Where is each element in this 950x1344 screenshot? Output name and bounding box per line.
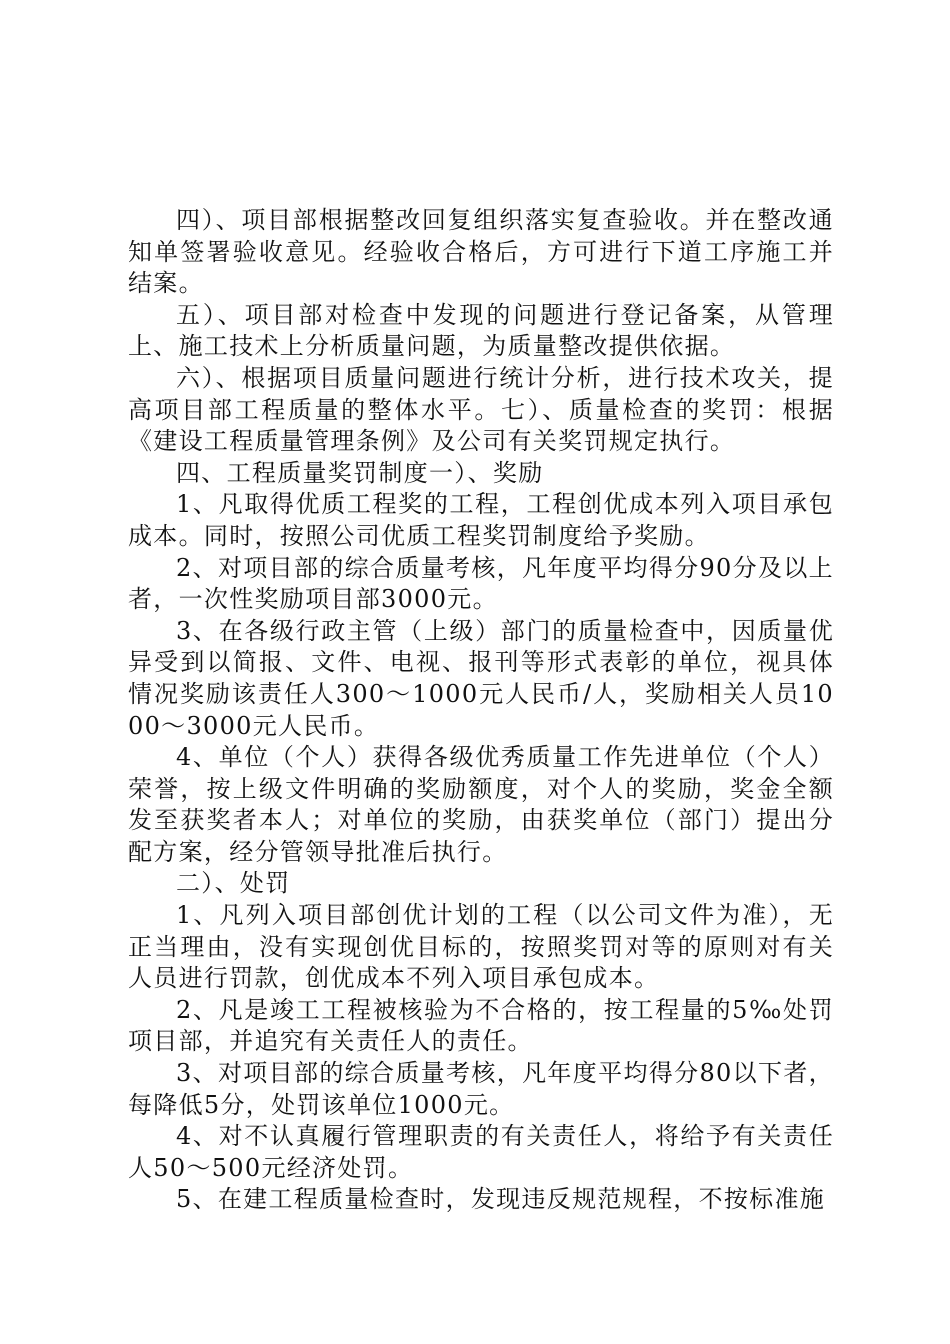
section-heading-penalty: 二）、处罚 [176, 869, 291, 898]
paragraph-statistical-analysis: 六）、根据项目质量问题进行统计分析，进行技术攻关，提高项目部工程质量的整体水平。七）、质量检查的奖罚：根据《建设工程质量管理条例》及公司有关奖罚规定执行。 [128, 363, 834, 456]
paragraph-reward-3: 3、在各级行政主管（上级）部门的质量检查中，因质量优异受到以简报、文件、电视、报刊等形式表彰的单位，视具体情况奖励该责任人300～1000元人民币/人，奖励相关人员1000～3000元人民币。 [128, 616, 834, 740]
paragraph-problem-registration: 五）、项目部对检查中发现的问题进行登记备案，从管理上、施工技术上分析质量问题，为质量整改提供依据。 [128, 300, 834, 361]
paragraph-reward-4: 4、单位（个人）获得各级优秀质量工作先进单位（个人）荣誉，按上级文件明确的奖励额度，对个人的奖励，奖金全额发至获奖者本人；对单位的奖励，由获奖单位（部门）提出分配方案，经分管领导批准后执行。 [128, 743, 834, 866]
paragraph-penalty-5: 5、在建工程质量检查时，发现违反规范规程，不按标准施 [176, 1185, 826, 1214]
document-body [128, 205, 834, 1216]
paragraph-penalty-3: 3、对项目部的综合质量考核，凡年度平均得分80以下者，每降低5分，处罚该单位1000元。 [128, 1059, 834, 1119]
paragraph-penalty-4: 4、对不认真履行管理职责的有关责任人，将给予有关责任人50～500元经济处罚。 [128, 1122, 834, 1182]
paragraph-penalty-2: 2、凡是竣工工程被核验为不合格的，按工程量的5‰处罚项目部，并追究有关责任人的责任。 [128, 995, 834, 1056]
paragraph-reward-1: 1、凡取得优质工程奖的工程，工程创优成本列入项目承包成本。同时，按照公司优质工程奖罚制度给予奖励。 [128, 490, 834, 550]
section-heading-reward-penalty: 四、工程质量奖罚制度一）、奖励 [176, 458, 544, 487]
paragraph-recheck-acceptance: 四）、项目部根据整改回复组织落实复查验收。并在整改通知单签署验收意见。经验收合格后，方可进行下道工序施工并结案。 [128, 206, 834, 298]
paragraph-penalty-1: 1、凡列入项目部创优计划的工程（以公司文件为准），无正当理由，没有实现创优目标的，按照奖罚对等的原则对有关人员进行罚款，创优成本不列入项目承包成本。 [128, 901, 834, 993]
paragraph-reward-2: 2、对项目部的综合质量考核，凡年度平均得分90分及以上者，一次性奖励项目部3000元。 [128, 553, 834, 614]
